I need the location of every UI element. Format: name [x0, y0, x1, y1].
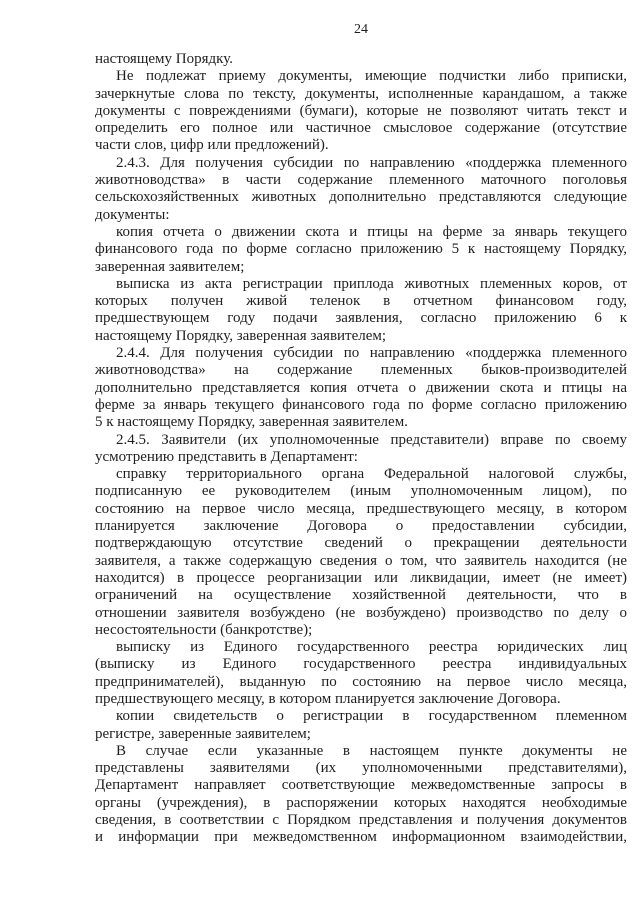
text-line: 2.4.5. Заявители (их уполномоченные представители) вправе по своему	[116, 431, 627, 448]
text-line: В случае если указанные в настоящем пункте документы не	[116, 742, 627, 759]
text-line: заявителя, а также содержащую сведения о том, что заявитель находится (не	[95, 552, 627, 569]
text-line: (выписку из Единого государственного реестра индивидуальных	[95, 656, 627, 673]
text-line: настоящему Порядку.	[95, 51, 233, 67]
text-line: определить его полное или частичное смысловое содержание (отсутствие	[95, 120, 627, 137]
text-line: подтверждающую отсутствие сведений о прекращении деятельности	[95, 535, 627, 552]
text-line: финансового года по форме согласно приложению 5 к настоящему Порядку,	[95, 241, 627, 258]
text-line: предшествующем году подачи заявления, согласно приложению 6 к	[95, 310, 627, 327]
text-line: животноводства» на содержание племенных быков-производителей	[95, 362, 627, 379]
text-line: справку территориального органа Федеральной налоговой службы,	[116, 466, 627, 483]
text-line: представлены заявителями (их уполномоченными представителями),	[95, 760, 627, 777]
text-line: заверенная заявителем;	[95, 258, 245, 275]
text-line: части слов, цифр или предложений).	[95, 137, 329, 154]
text-line: животноводства» в части содержание племенного маточного поголовья	[95, 172, 627, 189]
text-line: зачеркнутые слова по тексту, документы, исполненные карандашом, а также	[95, 85, 627, 102]
text-line: копия отчета о движении скота и птицы на ферме за январь текущего	[116, 223, 627, 240]
text-line: органы (учреждения), в распоряжении которых находятся необходимые	[95, 794, 627, 811]
text-line: регистре, заверенные заявителем;	[95, 725, 311, 742]
text-line: выписка из акта регистрации приплода животных племенных коров, от	[116, 275, 627, 292]
text-line: Не подлежат приему документы, имеющие подчистки либо приписки,	[116, 68, 627, 85]
text-line: 5 к настоящему Порядку, заверенная заявителем.	[95, 414, 408, 431]
page-number: 24	[354, 22, 368, 37]
text-line: настоящему Порядку, заверенная заявителем;	[95, 327, 387, 344]
text-line: усмотрению представить в Департамент:	[95, 448, 358, 465]
text-line: 2.4.4. Для получения субсидии по направлению «поддержка племенного	[116, 345, 627, 362]
text-line: копии свидетельств о регистрации в государственном племенном	[116, 708, 627, 725]
document-body	[95, 51, 627, 847]
text-line: планируется заключение Договора о предоставлении субсидии,	[95, 518, 627, 535]
text-line: состоянию на первое число месяца, предшествующего месяцу, в котором	[95, 500, 627, 517]
text-line: ферме за январь текущего финансового года по форме согласно приложению	[95, 396, 627, 413]
text-line: которых получен живой теленок в отчетном финансовом году,	[95, 293, 627, 310]
text-line: документы:	[95, 206, 170, 223]
text-line: выписку из Единого государственного реестра юридических лиц	[116, 639, 627, 656]
text-line: несостоятельности (банкротстве);	[95, 621, 313, 638]
text-line: находится) в процессе реорганизации или ликвидации, имеет (не имеет)	[95, 569, 627, 586]
text-line: сведения, в соответствии с Порядком представления и получения документов	[95, 812, 627, 829]
text-line: подписанную ее руководителем (иным уполномоченным лицом), по	[95, 483, 627, 500]
text-line: Департамент направляет соответствующие межведомственные запросы в	[95, 777, 627, 794]
text-line: дополнительно представляется копия отчета о движении скота и птицы на	[95, 379, 627, 396]
text-line: сельскохозяйственных животных дополнительно представляются следующие	[95, 189, 627, 206]
text-line: документы с повреждениями (бумаги), которые не позволяют читать текст и	[95, 102, 627, 119]
text-line: ограничений на осуществление хозяйственной деятельности, что в	[95, 587, 627, 604]
text-line: и информации при межведомственном информационном взаимодействии,	[95, 829, 627, 846]
text-line: отношении заявителя возбуждено (не возбуждено) производство по делу о	[95, 604, 627, 621]
text-line: предшествующего месяцу, в котором планируется заключение Договора.	[95, 690, 561, 707]
text-line: 2.4.3. Для получения субсидии по направлению «поддержка племенного	[116, 154, 627, 171]
text-line: предпринимателей), выданную по состоянию на первое число месяца,	[95, 673, 627, 690]
